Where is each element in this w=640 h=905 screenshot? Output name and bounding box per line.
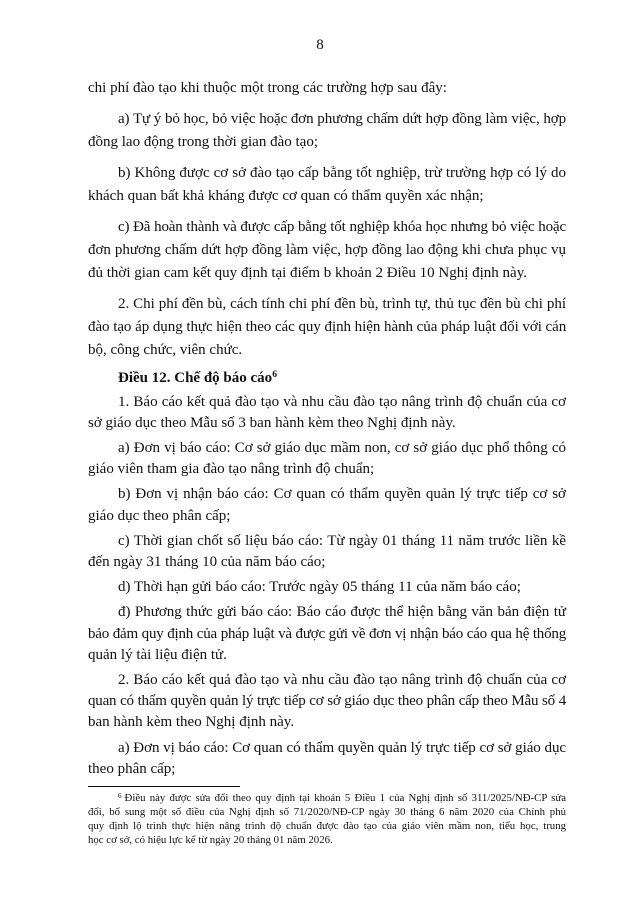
text-line: đủ thời gian cam kết quy định tại điểm b khoản 2 Điều 10 Nghị định này. [88, 264, 527, 281]
text-line: a) Đơn vị báo cáo: Cơ quan có thẩm quyền quản lý trực tiếp cơ sở giáo dục [118, 739, 566, 756]
article-heading-text: Điều 12. Chế độ báo cáo [118, 369, 273, 386]
text-line: c) Đã hoàn thành và được cấp bằng tốt nghiệp khóa học nhưng bỏ việc hoặc [118, 218, 566, 235]
text-line: b) Không được cơ sở đào tạo cấp bằng tốt nghiệp, trừ trường hợp có lý do [118, 164, 566, 181]
paragraph [88, 577, 566, 598]
text-line: đến ngày 31 tháng 10 của năm báo cáo; [88, 553, 326, 570]
text-line: sở giáo dục theo Mẫu số 3 ban hành kèm theo Nghị định này. [88, 414, 456, 431]
paragraph [88, 162, 566, 208]
text-line: đồng lao động trong thời gian đào tạo; [88, 133, 318, 150]
text-line: 2. Chi phí đền bù, cách tính chi phí đền bù, trình tự, thủ tục đền bù chi phí [118, 295, 566, 312]
paragraph [88, 293, 566, 362]
text-line: bộ, công chức, viên chức. [88, 341, 243, 358]
paragraph [88, 484, 566, 526]
text-line: 2. Báo cáo kết quả đào tạo và nhu cầu đào tạo nâng trình độ chuẩn của cơ [118, 671, 566, 688]
footnote-line: đổi, bổ sung một số điều của Nghị định số 71/2020/NĐ-CP ngày 30 tháng 6 năm 2020 của Chính phủ [88, 806, 566, 818]
paragraph [88, 392, 566, 434]
paragraph [88, 738, 566, 780]
text-line: quan có thẩm quyền quản lý trực tiếp cơ sở giáo dục theo phân cấp theo Mẫu số 4 [88, 693, 566, 710]
footnote-ref[interactable]: 6 [272, 368, 278, 380]
paragraph [88, 438, 566, 480]
article-heading [88, 367, 566, 390]
text-line: 1. Báo cáo kết quả đào tạo và nhu cầu đào tạo nâng trình độ chuẩn của cơ [118, 393, 566, 410]
text-line: b) Đơn vị nhận báo cáo: Cơ quan có thẩm quyền quản lý trực tiếp cơ sở [118, 486, 566, 503]
text-line: bảo đảm quy định của pháp luật và được gửi về đơn vị nhận báo cáo qua hệ thống [88, 625, 566, 642]
paragraph [88, 602, 566, 666]
text-line: giáo dục theo phân cấp; [88, 507, 231, 524]
paragraph [88, 670, 566, 734]
text-line: ban hành kèm theo Nghị định này. [88, 714, 295, 731]
text-line: khách quan bất khả kháng được cơ quan có thẩm quyền xác nhận; [88, 187, 484, 204]
text-line: đơn phương chấm dứt hợp đồng làm việc, hợp đồng lao động khi chưa phục vụ [88, 241, 566, 258]
article-12-body [88, 392, 566, 780]
text-line: giáo viên tham gia đào tạo nâng trình độ chuẩn; [88, 461, 375, 478]
text-line: theo phân cấp; [88, 760, 176, 777]
footnote-line: quy định lộ trình thực hiện nâng trình độ chuẩn được đào tạo của giáo viên mầm non, tiểu học, trung [88, 820, 566, 832]
text-line: đ) Phương thức gửi báo cáo: Báo cáo được thể hiện bằng văn bản điện tử [118, 604, 566, 621]
footnote-marker: 6 [118, 791, 122, 800]
section-before-article [88, 77, 566, 362]
text-line: đào tạo áp dụng thực hiện theo các quy định hiện hành của pháp luật đối với cán [88, 318, 567, 335]
paragraph [88, 77, 566, 100]
text-line: a) Tự ý bỏ học, bỏ việc hoặc đơn phương chấm dứt hợp đồng làm việc, hợp [118, 110, 566, 127]
text-line: a) Đơn vị báo cáo: Cơ sở giáo dục mầm non, cơ sở giáo dục phổ thông có [118, 439, 566, 456]
text-line: c) Thời gian chốt số liệu báo cáo: Từ ngày 01 tháng 11 năm trước liền kề [118, 532, 566, 549]
paragraph [88, 108, 566, 154]
paragraph [88, 216, 566, 285]
footnote-line [88, 791, 566, 805]
text-line: d) Thời hạn gửi báo cáo: Trước ngày 05 tháng 11 của năm báo cáo; [118, 579, 521, 596]
footnote-line: học cơ sở, có hiệu lực kể từ ngày 20 tháng 01 năm 2026. [88, 834, 333, 846]
footnote [88, 791, 566, 847]
page-number: 8 [316, 37, 324, 53]
text-line: chi phí đào tạo khi thuộc một trong các trường hợp sau đây: [88, 79, 447, 96]
page-body [88, 77, 566, 784]
footnote-rule [88, 786, 240, 787]
text-line: quản lý tài liệu điện tử. [88, 646, 227, 663]
paragraph [88, 531, 566, 573]
footnote-line-text: Điều này được sửa đổi theo quy định tại khoản 5 Điều 1 của Nghị định số 311/2025/NĐ-CP sửa [124, 792, 566, 804]
